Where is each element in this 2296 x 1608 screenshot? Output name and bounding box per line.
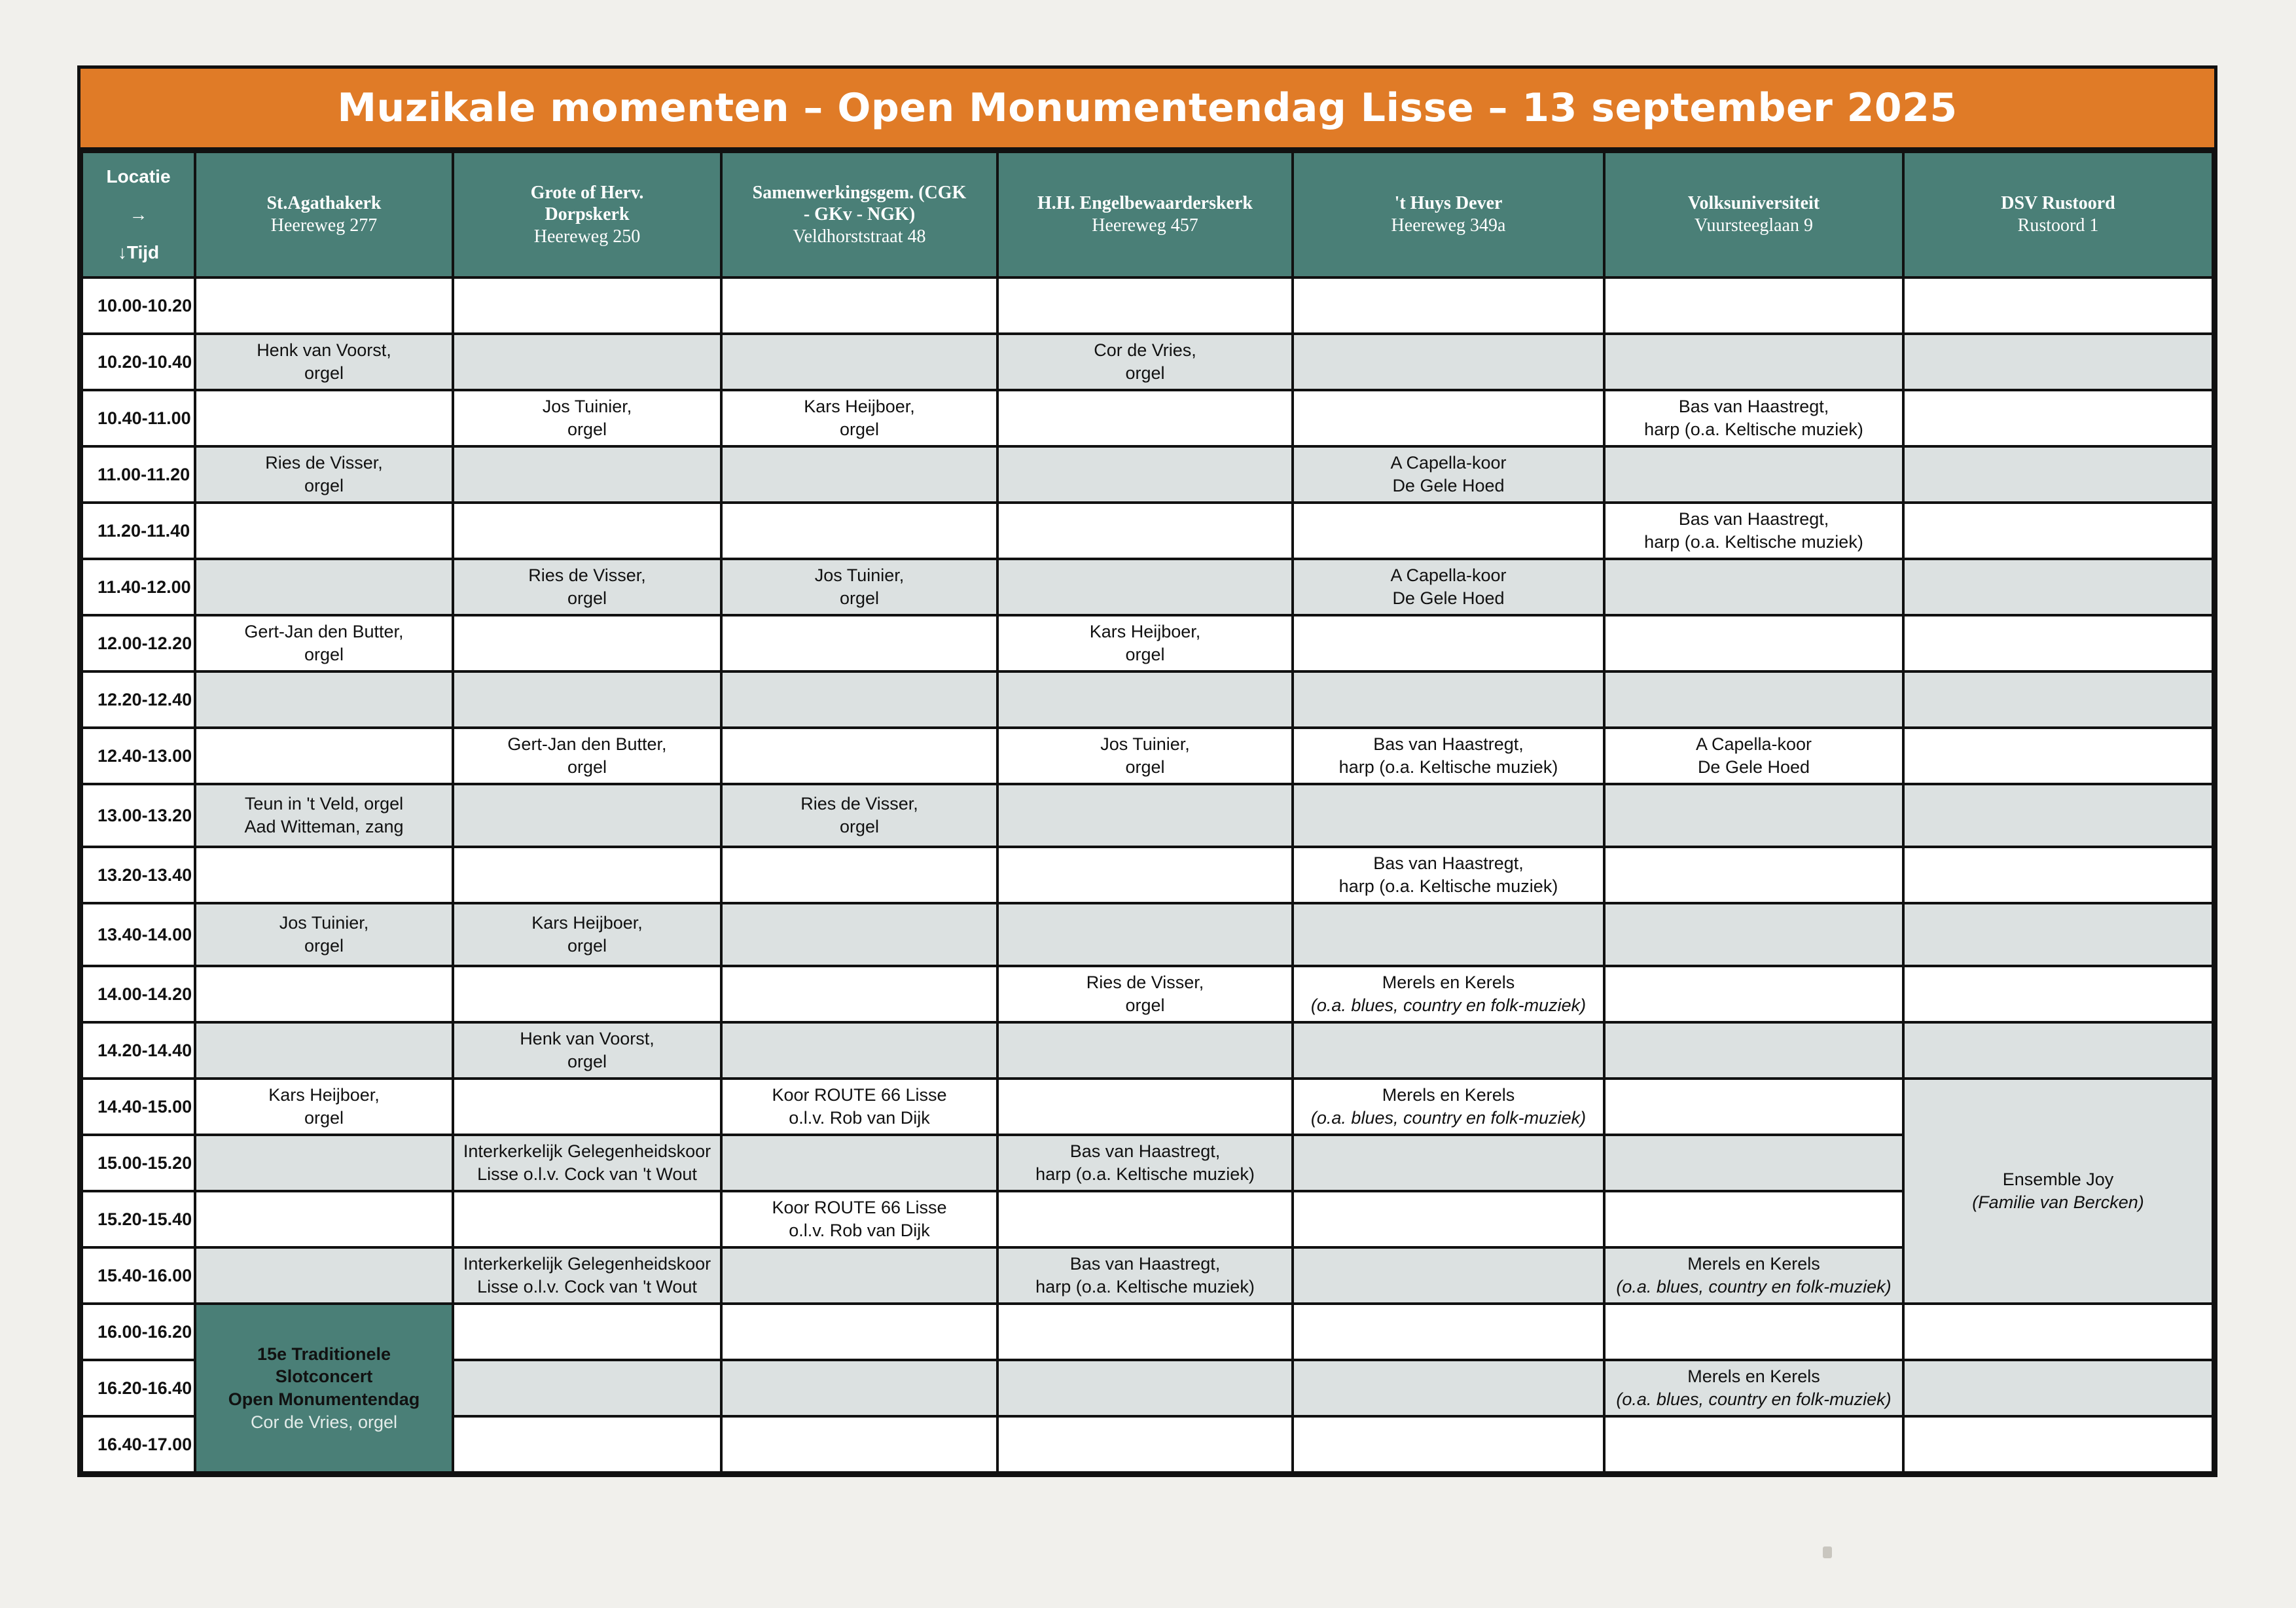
empty-cell — [1604, 1304, 1903, 1360]
empty-cell — [453, 966, 721, 1022]
venue-header — [997, 152, 1293, 277]
performer-detail: (o.a. blues, country en folk-muziek) — [1616, 1389, 1892, 1409]
empty-cell — [997, 277, 1293, 334]
empty-cell — [997, 503, 1293, 559]
schedule-row — [82, 503, 2213, 559]
performance-cell — [1293, 728, 1604, 784]
empty-cell — [1293, 903, 1604, 966]
performer-name: Gert-Jan den Butter, — [507, 734, 667, 755]
venue-address: Heereweg 349a — [1391, 215, 1506, 236]
schedule-row — [82, 1022, 2213, 1079]
time-slot: 11.20-11.40 — [82, 503, 195, 559]
empty-cell — [1903, 966, 2213, 1022]
performer-name: Jos Tuinier, — [814, 565, 905, 586]
empty-cell — [453, 1191, 721, 1247]
empty-cell — [1293, 503, 1604, 559]
performer-detail: orgel — [567, 757, 607, 777]
venue-address: Heereweg 277 — [270, 215, 378, 236]
empty-cell — [721, 903, 997, 966]
performance-cell — [453, 559, 721, 615]
performer-name: Bas van Haastregt, — [1373, 853, 1524, 874]
empty-cell — [721, 671, 997, 728]
empty-cell — [453, 446, 721, 503]
venue-address: Heereweg 457 — [1092, 215, 1198, 236]
empty-cell — [1293, 784, 1604, 847]
venue-address: Heereweg 250 — [533, 226, 641, 247]
performance-cell — [1293, 847, 1604, 903]
performer-name: A Capella-koor — [1390, 565, 1507, 586]
tijd-label: ↓Tijd — [117, 242, 160, 263]
performance-cell — [997, 728, 1293, 784]
performer-detail: Lisse o.l.v. Cock van 't Wout — [477, 1164, 697, 1184]
performance-cell — [721, 1079, 997, 1135]
performer-name: Cor de Vries, — [1094, 340, 1196, 361]
empty-cell — [195, 728, 453, 784]
empty-cell — [1604, 277, 1903, 334]
performance-cell — [721, 559, 997, 615]
schedule-row — [82, 671, 2213, 728]
arrow-right-icon: → — [129, 204, 148, 225]
performer-detail: orgel — [304, 476, 344, 495]
performer-name: Bas van Haastregt, — [1678, 509, 1829, 529]
empty-cell — [1293, 1416, 1604, 1473]
performance-cell — [997, 334, 1293, 390]
performance-cell — [453, 903, 721, 966]
performer-detail: De Gele Hoed — [1697, 757, 1810, 777]
locatie-label: Locatie — [106, 166, 171, 187]
schedule-row — [82, 615, 2213, 671]
empty-cell — [453, 1360, 721, 1416]
empty-cell — [453, 277, 721, 334]
time-slot: 12.20-12.40 — [82, 671, 195, 728]
venue-header — [195, 152, 453, 277]
slotconcert-cell — [195, 1304, 453, 1473]
empty-cell — [721, 1022, 997, 1079]
performer-name: Henk van Voorst, — [520, 1029, 655, 1049]
performer-name: Gert-Jan den Butter, — [244, 622, 404, 642]
schedule-row — [82, 390, 2213, 446]
schedule-sheet — [77, 65, 2217, 1477]
empty-cell — [1293, 1022, 1604, 1079]
venue-name: 't Huys Dever — [1394, 193, 1503, 214]
venue-address: Veldhorststraat 48 — [793, 226, 926, 247]
schedule-row — [82, 334, 2213, 390]
performer-name: Merels en Kerels — [1382, 973, 1515, 993]
performer-name: Bas van Haastregt, — [1069, 1141, 1221, 1162]
empty-cell — [1604, 903, 1903, 966]
performance-cell — [1293, 966, 1604, 1022]
performer-detail: orgel — [839, 817, 880, 836]
performance-cell — [1604, 1247, 1903, 1304]
venue-name: Volksuniversiteit — [1687, 193, 1820, 214]
performer-name: Henk van Voorst, — [257, 340, 391, 361]
schedule-row — [82, 903, 2213, 966]
time-slot: 11.00-11.20 — [82, 446, 195, 503]
performance-cell — [195, 784, 453, 847]
empty-cell — [997, 1079, 1293, 1135]
performer-detail: orgel — [567, 588, 607, 608]
performance-cell — [195, 615, 453, 671]
performer-name: Koor ROUTE 66 Lisse — [772, 1198, 947, 1218]
performance-cell — [721, 390, 997, 446]
empty-cell — [1903, 503, 2213, 559]
performer-name: Ensemble Joy — [2002, 1170, 2114, 1190]
venue-header — [721, 152, 997, 277]
performer-name: Kars Heijboer, — [804, 397, 915, 417]
performer-name: Teun in 't Veld, orgel — [244, 794, 404, 814]
time-slot: 10.00-10.20 — [82, 277, 195, 334]
schedule-row — [82, 728, 2213, 784]
ensemble-joy-cell — [1903, 1079, 2213, 1304]
performer-detail: o.l.v. Rob van Dijk — [789, 1108, 930, 1128]
performer-detail: orgel — [1125, 757, 1165, 777]
empty-cell — [721, 966, 997, 1022]
performer-detail: orgel — [304, 363, 344, 383]
performance-cell — [721, 1191, 997, 1247]
empty-cell — [1903, 728, 2213, 784]
paper-speck — [1823, 1546, 1832, 1558]
performance-cell — [1293, 1079, 1604, 1135]
performer-detail: Aad Witteman, zang — [244, 817, 404, 836]
empty-cell — [195, 390, 453, 446]
time-slot: 12.00-12.20 — [82, 615, 195, 671]
empty-cell — [997, 559, 1293, 615]
performance-cell — [1293, 559, 1604, 615]
empty-cell — [721, 334, 997, 390]
performance-cell — [1604, 503, 1903, 559]
empty-cell — [1604, 1416, 1903, 1473]
performance-cell — [1604, 1360, 1903, 1416]
schedule-row — [82, 966, 2213, 1022]
performance-cell — [1293, 446, 1604, 503]
performer-detail: orgel — [1125, 363, 1165, 383]
schedule-row — [82, 847, 2213, 903]
performer-name: Jos Tuinier, — [542, 397, 632, 417]
performer-name: Jos Tuinier, — [279, 913, 369, 933]
empty-cell — [1293, 1135, 1604, 1191]
empty-cell — [1604, 847, 1903, 903]
performer-name: Ries de Visser, — [528, 565, 646, 586]
performer-name: Merels en Kerels — [1687, 1254, 1820, 1274]
performer-name: Interkerkelijk Gelegenheidskoor — [463, 1254, 711, 1274]
empty-cell — [721, 728, 997, 784]
performance-cell — [453, 1022, 721, 1079]
schedule-row — [82, 1247, 2213, 1304]
empty-cell — [1604, 446, 1903, 503]
time-slot: 13.00-13.20 — [82, 784, 195, 847]
performer-detail: harp (o.a. Keltische muziek) — [1035, 1164, 1255, 1184]
empty-cell — [997, 1191, 1293, 1247]
empty-cell — [997, 390, 1293, 446]
empty-cell — [1293, 334, 1604, 390]
empty-cell — [997, 784, 1293, 847]
schedule-body — [82, 277, 2213, 1473]
time-slot: 13.40-14.00 — [82, 903, 195, 966]
performance-cell — [997, 1247, 1293, 1304]
time-slot: 10.40-11.00 — [82, 390, 195, 446]
time-slot: 15.20-15.40 — [82, 1191, 195, 1247]
performance-cell — [997, 966, 1293, 1022]
empty-cell — [1903, 784, 2213, 847]
performer-name: Kars Heijboer, — [531, 913, 643, 933]
empty-cell — [721, 277, 997, 334]
venue-address: Rustoord 1 — [2017, 215, 2099, 236]
schedule-row — [82, 1079, 2213, 1135]
performer-detail: orgel — [567, 420, 607, 439]
empty-cell — [1293, 1304, 1604, 1360]
performer-detail: orgel — [304, 645, 344, 664]
performer-detail: orgel — [839, 588, 880, 608]
performer-name: A Capella-koor — [1695, 734, 1812, 755]
empty-cell — [1293, 390, 1604, 446]
performer-detail: orgel — [1125, 995, 1165, 1015]
empty-cell — [453, 847, 721, 903]
empty-cell — [721, 446, 997, 503]
empty-cell — [1903, 1416, 2213, 1473]
performer-detail: harp (o.a. Keltische muziek) — [1035, 1277, 1255, 1296]
empty-cell — [1903, 1304, 2213, 1360]
schedule-row — [82, 1304, 2213, 1360]
venue-header — [453, 152, 721, 277]
empty-cell — [1293, 1360, 1604, 1416]
empty-cell — [997, 446, 1293, 503]
empty-cell — [997, 1360, 1293, 1416]
empty-cell — [721, 847, 997, 903]
performance-cell — [195, 1079, 453, 1135]
empty-cell — [195, 559, 453, 615]
slotconcert-line: Open Monumentendag — [228, 1389, 420, 1409]
performer-detail: orgel — [304, 936, 344, 956]
performer-name: Bas van Haastregt, — [1069, 1254, 1221, 1274]
performance-cell — [195, 903, 453, 966]
venue-header — [1293, 152, 1604, 277]
empty-cell — [453, 1079, 721, 1135]
empty-cell — [1293, 1191, 1604, 1247]
performer-name: Bas van Haastregt, — [1373, 734, 1524, 755]
empty-cell — [1604, 1135, 1903, 1191]
empty-cell — [997, 1022, 1293, 1079]
time-slot: 11.40-12.00 — [82, 559, 195, 615]
performer-name: Kars Heijboer, — [1089, 622, 1201, 642]
performer-name: Kars Heijboer, — [268, 1085, 380, 1105]
empty-cell — [1293, 277, 1604, 334]
performer-detail: De Gele Hoed — [1392, 588, 1505, 608]
empty-cell — [453, 615, 721, 671]
empty-cell — [1293, 615, 1604, 671]
empty-cell — [1903, 1360, 2213, 1416]
time-slot: 13.20-13.40 — [82, 847, 195, 903]
page-title: Muzikale momenten – Open Monumentendag Lisse – 13 september 2025 — [81, 69, 2214, 151]
empty-cell — [1604, 559, 1903, 615]
empty-cell — [453, 503, 721, 559]
performer-detail: (o.a. blues, country en folk-muziek) — [1616, 1277, 1892, 1296]
empty-cell — [1903, 903, 2213, 966]
empty-cell — [1293, 1247, 1604, 1304]
empty-cell — [1903, 1022, 2213, 1079]
performer-detail: orgel — [567, 936, 607, 956]
venue-name: DSV Rustoord — [2001, 193, 2115, 214]
empty-cell — [721, 1304, 997, 1360]
empty-cell — [195, 1191, 453, 1247]
performer-detail: (o.a. blues, country en folk-muziek) — [1310, 1108, 1587, 1128]
time-slot: 16.20-16.40 — [82, 1360, 195, 1416]
venue-header — [1604, 152, 1903, 277]
empty-cell — [1903, 671, 2213, 728]
venue-name: Grote of Herv. Dorpskerk — [530, 182, 644, 225]
empty-cell — [721, 503, 997, 559]
empty-cell — [1604, 671, 1903, 728]
performance-cell — [195, 334, 453, 390]
empty-cell — [453, 1416, 721, 1473]
performance-cell — [453, 390, 721, 446]
schedule-table — [81, 151, 2214, 1474]
empty-cell — [721, 1247, 997, 1304]
performer-name: Ries de Visser, — [800, 794, 918, 814]
corner-header — [82, 152, 195, 277]
empty-cell — [721, 1360, 997, 1416]
performer-name: Merels en Kerels — [1687, 1367, 1820, 1387]
empty-cell — [1604, 1022, 1903, 1079]
schedule-row — [82, 784, 2213, 847]
slotconcert-sub: Cor de Vries, orgel — [250, 1412, 398, 1432]
empty-cell — [1604, 334, 1903, 390]
empty-cell — [195, 1022, 453, 1079]
venue-name: H.H. Engelbewaarderskerk — [1037, 193, 1253, 214]
time-slot: 10.20-10.40 — [82, 334, 195, 390]
empty-cell — [721, 615, 997, 671]
performer-name: Bas van Haastregt, — [1678, 397, 1829, 417]
schedule-row — [82, 446, 2213, 503]
time-slot: 14.20-14.40 — [82, 1022, 195, 1079]
empty-cell — [195, 1247, 453, 1304]
venue-address: Vuursteeglaan 9 — [1694, 215, 1814, 236]
performer-detail: harp (o.a. Keltische muziek) — [1644, 420, 1863, 439]
performance-cell — [1604, 728, 1903, 784]
time-slot: 14.40-15.00 — [82, 1079, 195, 1135]
time-slot: 14.00-14.20 — [82, 966, 195, 1022]
slotconcert-line: Slotconcert — [275, 1367, 373, 1387]
empty-cell — [453, 1304, 721, 1360]
empty-cell — [997, 671, 1293, 728]
empty-cell — [1604, 1191, 1903, 1247]
performer-name: A Capella-koor — [1390, 453, 1507, 473]
empty-cell — [453, 784, 721, 847]
schedule-row — [82, 1191, 2213, 1247]
empty-cell — [1903, 334, 2213, 390]
performer-detail: o.l.v. Rob van Dijk — [789, 1221, 930, 1240]
time-slot: 16.00-16.20 — [82, 1304, 195, 1360]
performer-detail: orgel — [567, 1052, 607, 1071]
empty-cell — [1604, 1079, 1903, 1135]
performer-detail: (o.a. blues, country en folk-muziek) — [1310, 995, 1587, 1015]
time-slot: 15.00-15.20 — [82, 1135, 195, 1191]
empty-cell — [1604, 966, 1903, 1022]
empty-cell — [721, 1135, 997, 1191]
empty-cell — [1604, 784, 1903, 847]
header-row — [82, 152, 2213, 277]
slotconcert-line: 15e Traditionele — [257, 1344, 391, 1364]
performer-name: Ries de Visser, — [265, 453, 383, 473]
schedule-row — [82, 277, 2213, 334]
empty-cell — [997, 1416, 1293, 1473]
performer-detail: orgel — [839, 420, 880, 439]
performance-cell — [721, 784, 997, 847]
empty-cell — [997, 903, 1293, 966]
time-slot: 12.40-13.00 — [82, 728, 195, 784]
performer-detail: Lisse o.l.v. Cock van 't Wout — [477, 1277, 697, 1296]
empty-cell — [195, 671, 453, 728]
performer-name: Ries de Visser, — [1086, 973, 1204, 993]
venue-name: St.Agathakerk — [266, 193, 382, 214]
venue-header — [1903, 152, 2213, 277]
empty-cell — [997, 1304, 1293, 1360]
performance-cell — [453, 728, 721, 784]
empty-cell — [721, 1416, 997, 1473]
empty-cell — [1903, 615, 2213, 671]
performance-cell — [453, 1247, 721, 1304]
empty-cell — [1293, 671, 1604, 728]
empty-cell — [1903, 446, 2213, 503]
performer-note: (Familie van Bercken) — [1972, 1192, 2144, 1212]
performer-name: Jos Tuinier, — [1100, 734, 1190, 755]
empty-cell — [1903, 277, 2213, 334]
empty-cell — [195, 503, 453, 559]
schedule-row — [82, 1135, 2213, 1191]
empty-cell — [1903, 390, 2213, 446]
performance-cell — [453, 1135, 721, 1191]
empty-cell — [195, 277, 453, 334]
performer-detail: harp (o.a. Keltische muziek) — [1338, 757, 1558, 777]
empty-cell — [195, 1135, 453, 1191]
empty-cell — [1903, 847, 2213, 903]
performance-cell — [997, 1135, 1293, 1191]
empty-cell — [195, 966, 453, 1022]
performer-detail: harp (o.a. Keltische muziek) — [1338, 876, 1558, 896]
empty-cell — [195, 847, 453, 903]
empty-cell — [453, 334, 721, 390]
empty-cell — [453, 671, 721, 728]
performer-name: Koor ROUTE 66 Lisse — [772, 1085, 947, 1105]
time-slot: 16.40-17.00 — [82, 1416, 195, 1473]
performer-detail: orgel — [1125, 645, 1165, 664]
performer-name: Interkerkelijk Gelegenheidskoor — [463, 1141, 711, 1162]
empty-cell — [1903, 559, 2213, 615]
performer-name: Merels en Kerels — [1382, 1085, 1515, 1105]
performer-detail: orgel — [304, 1108, 344, 1128]
performance-cell — [195, 446, 453, 503]
time-slot: 15.40-16.00 — [82, 1247, 195, 1304]
performer-detail: De Gele Hoed — [1392, 476, 1505, 495]
performer-detail: harp (o.a. Keltische muziek) — [1644, 532, 1863, 552]
empty-cell — [997, 847, 1293, 903]
performance-cell — [1604, 390, 1903, 446]
empty-cell — [1604, 615, 1903, 671]
venue-name: Samenwerkingsgem. (CGK - GKv - NGK) — [752, 182, 967, 225]
performance-cell — [997, 615, 1293, 671]
schedule-row — [82, 559, 2213, 615]
